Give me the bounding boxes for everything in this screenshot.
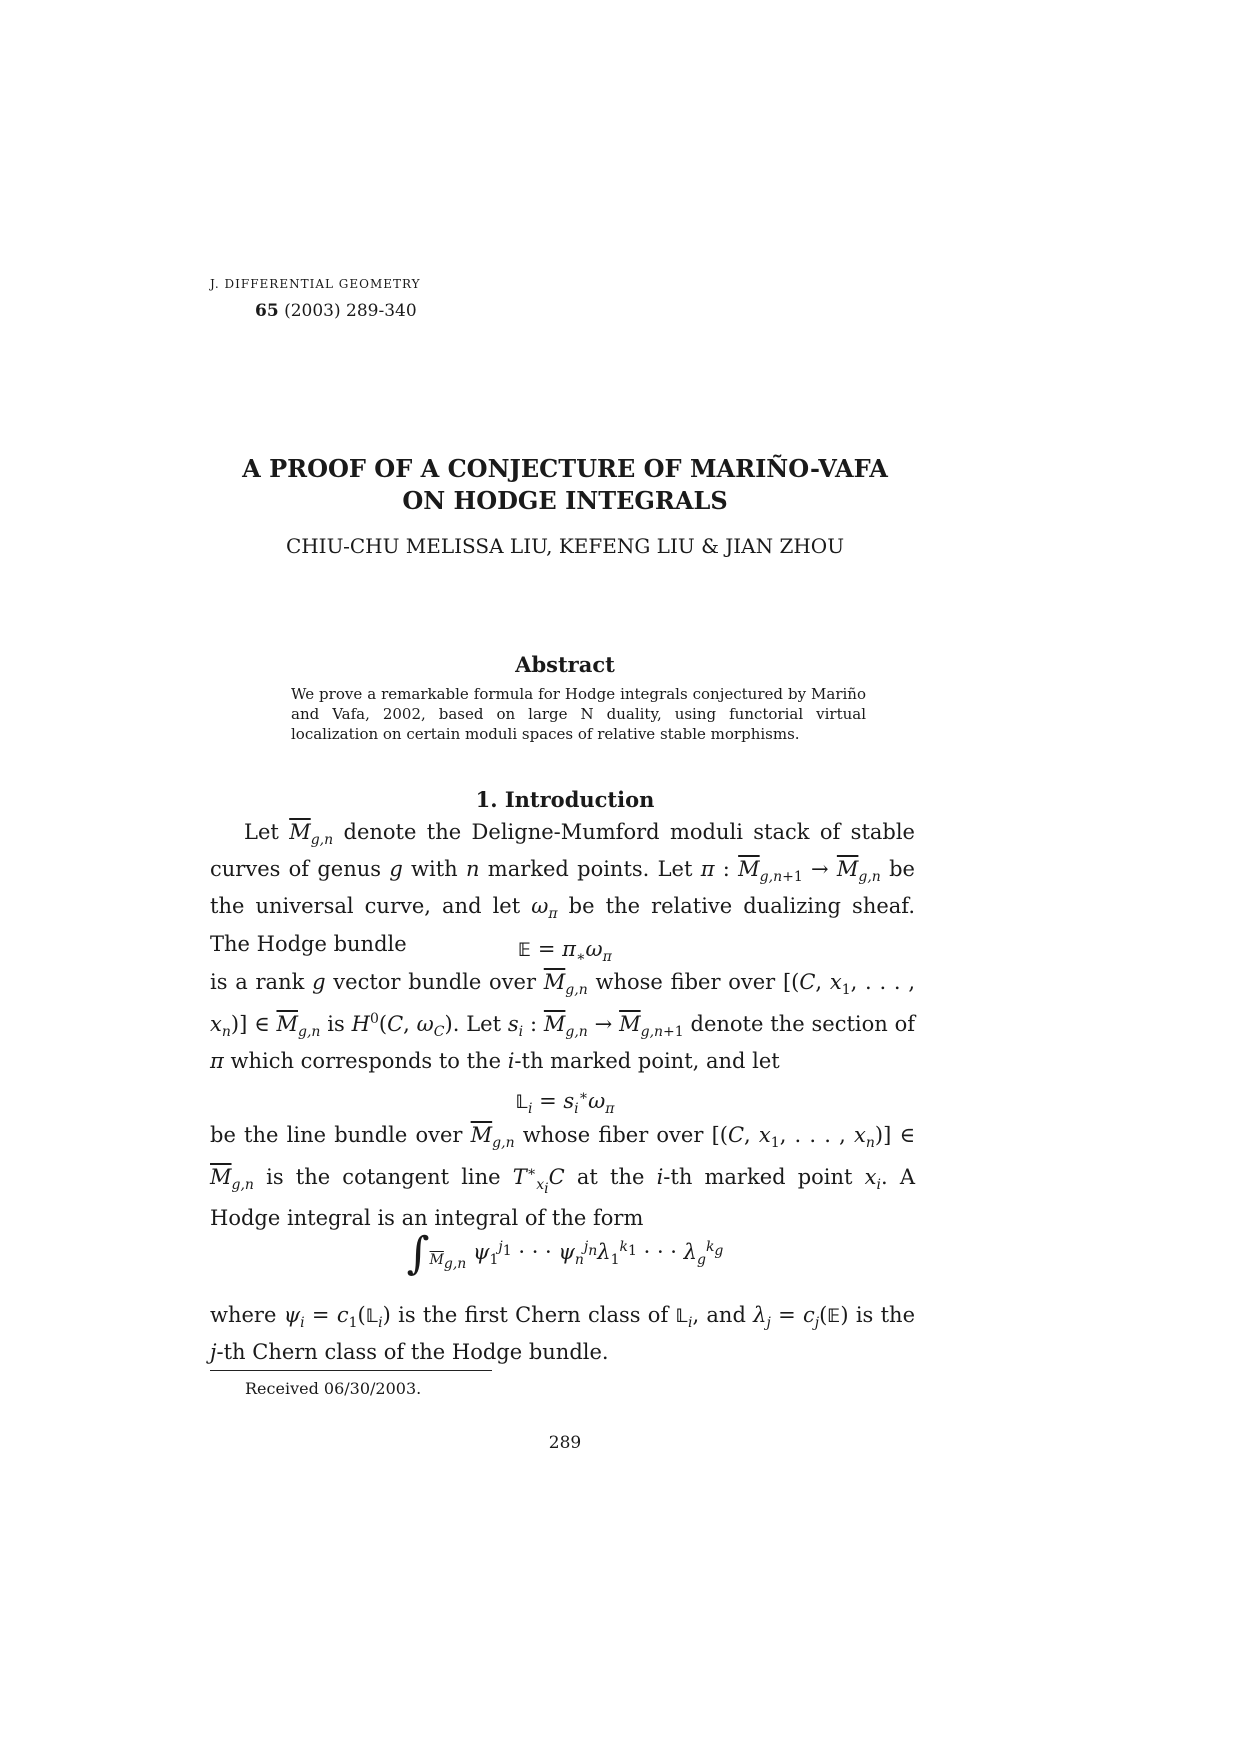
equation-hodge-integral: $\int_{\overline{M}_{g,n}}$ $\psi_1^{j_1}$ · · · $\psi_n^{j_n}\lambda_1^{k_1}$ · · · $\lambda_g^{k_g}$ — [406, 1228, 724, 1279]
volume-info — [255, 301, 417, 321]
paragraph-2: is a rank g vector bundle over $\overline{M}_{g,n}$ whose fiber over [(C, $x_1$, . . . , $x_n$)] ∈ $\overline{M}_{g,n}$ is $H^0(C$, $\omega_C$). Let $s_i$ : $\overline{M}_{g,n} \to \overline{M}_{g,n+1}$ denote the section of π which corresponds to the i-th marked point, and let — [210, 970, 916, 1074]
volume-year-pages: (2003) 289-340 — [278, 301, 417, 321]
paragraph-3: be the line bundle over $\overline{M}_{g,n}$ whose fiber over [(C, $x_1$, . . . , $x_n$)] ∈ $\overline{M}_{g,n}$ is the cotangent line $T^∗_{x_i}C$ at the i-th marked point $x_i$. A Hodge integral is an integral of the form — [210, 1123, 915, 1231]
paragraph-1: Let $\overline{M}_{g,n}$ denote the Deligne-Mumford moduli stack of stable curves of genus g with n marked points. Let π : $\overline{M}_{g,n+1} \to \overline{M}_{g,n}$ be the universal curve, and let $\omega_\pi$ be the relative dualizing sheaf. The Hodge bundle — [210, 820, 915, 956]
abstract-text: We prove a remarkable formula for Hodge integrals conjectured by Mariño and Vafa, 2002, based on large N duality, using functorial virtual localization on certain moduli spaces of relative stable morphisms. — [291, 685, 866, 743]
equation-line-bundle: 𝕃$_i$ = $s_i^∗\omega_\pi$ — [515, 1088, 615, 1118]
footnote: Received 06/30/2003. — [245, 1379, 422, 1398]
equation-hodge-bundle: 𝔼 = $\pi_∗\omega_\pi$ — [518, 937, 612, 966]
page-number: 289 — [548, 1433, 582, 1453]
section-heading: 1. Introduction — [475, 787, 655, 812]
footnote-rule — [210, 1370, 492, 1371]
authors: CHIU-CHU MELISSA LIU, KEFENG LIU & JIAN ZHOU — [285, 534, 845, 558]
paragraph-4: where $\psi_i$ = $c_1(𝕃_i)$ is the first Chern class of 𝕃$_i$, and $\lambda_j$ = $c_j(𝔼)$ is the j-th Chern class of the Hodge bundle. — [210, 1303, 915, 1365]
title-line-1: A PROOF OF A CONJECTURE OF MARIÑO-VAFA — [242, 454, 888, 483]
journal-name: J. DIFFERENTIAL GEOMETRY — [210, 277, 421, 291]
title-line-2: ON HODGE INTEGRALS — [402, 486, 728, 515]
paper-title — [0, 453, 1130, 517]
abstract-heading: Abstract — [515, 652, 615, 677]
volume-number: 65 — [255, 301, 279, 321]
